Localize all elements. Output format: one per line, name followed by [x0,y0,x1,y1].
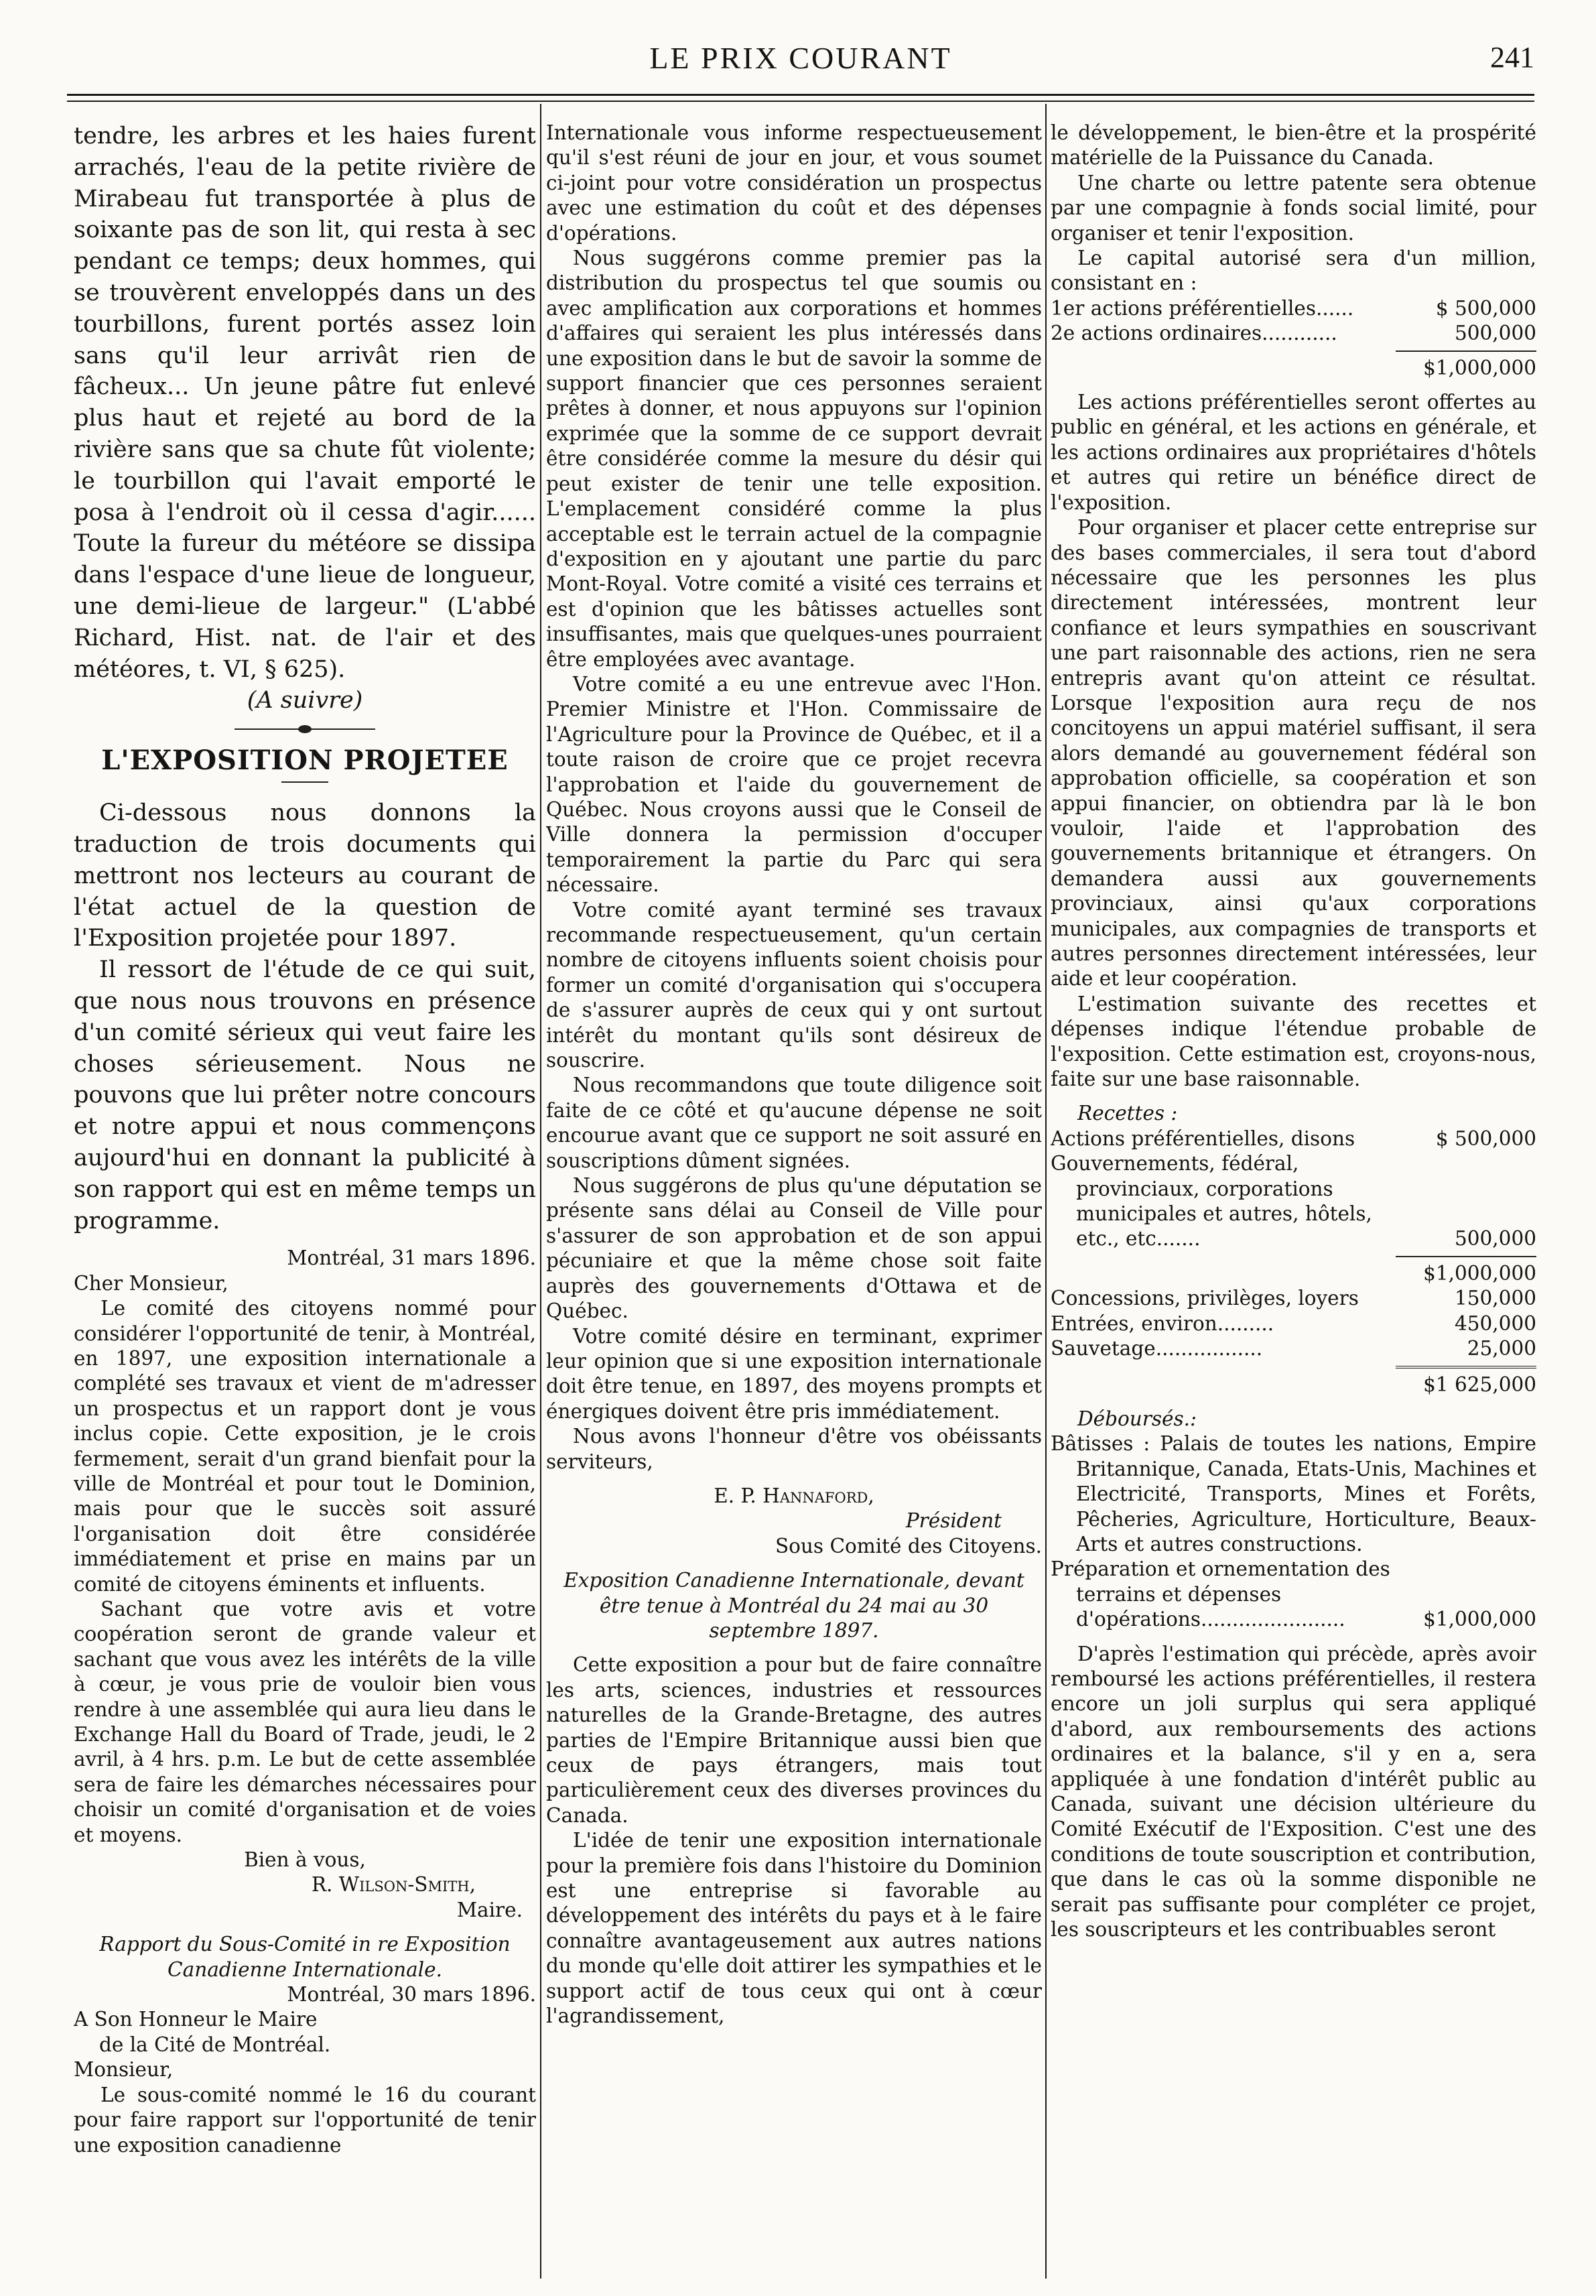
page-number: 241 [1490,41,1534,74]
letter-paragraph: Sachant que votre avis et votre coopération seront de grande valeur et sachant que vous avez les intérêts de la ville à cœur, je vous prie de vouloir bien vous rendre à une assemblée qui aura lieu dans le Exchange Hall du Board of Trade, jeudi, le 2 avril, à 4 hrs. p.m. Le but de cette assemblée sera de faire les démarches nécessaires pour choisir un comité d'organisation et de voies et moyens. [74,1597,536,1846]
to-be-continued: (A suivre) [247,687,363,714]
expense-amount: $1,000,000 [1423,1608,1536,1631]
prospectus-paragraph: Pour organiser et placer cette entreprise sur des bases commerciales, il sera tout d'abord nécessaire que les personnes les plus directement intéressées, montrent leur confiance et leurs sympathies en souscrivant une part raisonnable des actions, rien ne sera entrepris avant qu'on atteint ce résultat. Lorsque l'exposition aura reçu de nos concitoyens un appui matériel suffisant, il sera alors demandé au gouvernement fédéral son approbation officielle, sa coopération et son appui financier, on obtiendra par là le bon vouloir, l'aide et l'approbation des gouvernements britannique et étrangers. On demandera aussi aux gouvernements provinciaux, ainsi qu'aux corporations municipales, aux compagnies de transports et autres personnes directement intéressées, leur aide et leur coopération. [1051,516,1536,991]
capital-total: $1,000,000 [1423,356,1536,379]
prospectus-paragraph: Une charte ou lettre patente sera obtenue par une compagnie à fonds social limité, pour organiser et tenir l'exposition. [1051,171,1536,245]
receipts-heading: Recettes : [1077,1102,1178,1125]
ornament-divider [235,728,375,730]
letter-paragraph: Le comité des citoyens nommé pour considérer l'opportunité de tenir, à Montréal, en 1897, une exposition internationale a complété ses travaux et vient de m'adresser un prospectus et un rapport dont je vous inclus copie. Cette exposition, je le crois fermement, serait d'un grand bienfait pour la ville de Montréal et pour tout le Dominion, mais pour que le succès soit assuré l'organisation doit être considérée immédiatement et prise en mains par un comité de citoyens éminents et influents. [74,1297,536,1596]
prospectus-title: Exposition Canadienne Internationale, devant être tenue à Montréal du 24 mai au 30 septembre 1897. [563,1569,1024,1642]
paragraph: Ci-dessous nous donnons la traduction de trois documents qui mettront nos lecteurs au courant de l'état actuel de la question de l'Exposition projetée pour 1897. [74,800,536,952]
receipt-label: Gouvernements, fédéral, provinciaux, corporations municipales et autres, hôtels, etc., etc....... [1051,1152,1372,1251]
header-rule [67,94,1534,96]
receipt-subtotal: $1,000,000 [1423,1261,1536,1285]
report-paragraph: Internationale vous informe respectueusement qu'il s'est réuni de jour en jour, et vous soumet ci-joint pour votre considération un prospectus avec une estimation du coût et des dépenses d'opérations. [546,121,1042,245]
signature-role: Maire. [456,1898,523,1921]
signature-role: Président [905,1509,1002,1533]
total-rule [1396,1366,1536,1368]
prospectus-paragraph: le développement, le bien-être et la prospérité matérielle de la Puissance du Canada. [1051,121,1536,170]
letter-closing: Bien à vous, [244,1848,366,1872]
letter-signature: R. Wilson-Smith, [311,1873,476,1897]
capital-label: 2e actions ordinaires............ [1051,322,1337,345]
receipt-amount: 450,000 [1455,1312,1536,1335]
column-3 [1051,121,1536,2272]
header-rule-thin [67,101,1534,102]
receipt-amount: 150,000 [1455,1287,1536,1310]
report-paragraph: Votre comité a eu une entrevue avec l'Hon. Premier Ministre et l'Hon. Commissaire de l'Agriculture pour la Province de Québec, et il a toute raison de croire que ce projet recevra l'approbation et l'aide du gouvernement de Québec. Nous croyons aussi que le Conseil de Ville donnera la permission d'occuper temporairement la partie du Parc qui sera nécessaire. [546,672,1042,897]
expense-label: Préparation et ornementation des terrains et dépenses d'opérations....................... [1051,1557,1390,1631]
column-divider [1045,104,1047,2279]
continued-text: tendre, les arbres et les haies furent arrachés, l'eau de la petite rivière de Mirabeau fut transportée à plus de soixante pas de son lit, qui resta à sec pendant ce temps; deux hommes, qui se trouvèrent enveloppés dans un des tourbillons, furent portés assez loin sans qu'il leur arrivât rien de fâcheux... Un jeune pâtre fut enlevé plus haut et rejeté au bord de la rivière sans que sa chute fût violente; le tourbillon qui l'avait emporté le posa à l'endroit où il cessa d'agir...... Toute la fureur du météore se dissipa dans l'espace d'une lieue de longueur, une demi-lieue de largeur." (L'abbé Richard, Hist. nat. de l'air et des météores, t. VI, § 625). [74,123,536,683]
receipt-row [1051,1312,1536,1336]
capital-total-row [1051,356,1536,381]
prospectus-paragraph: Les actions préférentielles seront offertes au public en général, et les actions en générale, et les actions ordinaires aux propriétaires d'hôtels et autres qui retire un bénéfice direct de l'exposition. [1051,391,1536,514]
address-line: de la Cité de Montréal. [99,2033,331,2056]
report-paragraph: Nous avons l'honneur d'être vos obéissants serviteurs, [546,1425,1042,1473]
receipt-row [1051,1151,1536,1252]
expense-item: Bâtisses : Palais de toutes les nations, Empire Britannique, Canada, Etats-Unis, Machines et Electricité, Transports, Mines et Forêts, Pêcheries, Agriculture, Horticulture, Beaux-Arts et autres constructions. [1051,1432,1536,1555]
column-1 [74,121,536,2272]
column-divider [540,104,541,2279]
report-paragraph: Nous suggérons comme premier pas la distribution du prospectus tel que soumis ou avec amplification aux corporations et hommes d'affaires qui seraient les plus intéressés dans une exposition dans le but de savoir la somme de support financier que ces personnes seraient prêtes à donner, et nous appuyons sur l'opinion exprimée que la somme de ce support devrait être considérée comme la mesure du désir qui peut exister de tenir une telle exposition. L'emplacement considéré comme la plus acceptable est le terrain actuel de la compagnie d'exposition en y ajoutant une partie du parc Mont-Royal. Votre comité a visité ces terrains et est d'opinion que les bâtisses actuelles sont insuffisantes, mais que quelques-unes pourraient être employées avec avantage. [546,247,1042,671]
receipt-amount: 25,000 [1467,1337,1536,1360]
capital-amount: 500,000 [1455,322,1536,345]
receipt-label: Sauvetage................. [1051,1337,1263,1360]
page-header [67,40,1534,87]
receipt-row [1051,1286,1536,1311]
capital-row [1051,321,1536,346]
address-line: A Son Honneur le Maire [74,2008,318,2031]
article-title: L'EXPOSITION PROJETEE [101,745,509,777]
report-signature: E. P. Hannaford, [714,1484,874,1507]
prospectus-paragraph: Cette exposition a pour but de faire connaître les arts, sciences, industries et ressources naturelles de la Grande-Bretagne, des autres parties de l'Empire Britannique aussi bien que ceux de pays étrangers, mais tout particulièrement ceux des diverses provinces du Canada. [546,1653,1042,1827]
receipt-label: Actions préférentielles, disons [1051,1127,1355,1150]
sum-rule [1396,350,1536,352]
capital-row [1051,296,1536,321]
signature-organization: Sous Comité des Citoyens. [775,1534,1042,1557]
receipt-total-row [1051,1373,1536,1397]
prospectus-paragraph: L'estimation suivante des recettes et dépenses indique l'étendue probable de l'exposition. Cette estimation est, croyons-nous, faite sur une base raisonnable. [1051,992,1536,1091]
letter-salutation: Cher Monsieur, [74,1271,228,1295]
sum-rule [1396,1256,1536,1257]
receipt-amount: 500,000 [1455,1227,1536,1251]
report-salutation: Monsieur, [74,2058,174,2082]
report-paragraph: Nous recommandons que toute diligence soit faite de ce côté et qu'aucune dépense ne soit encourue avant que ce support ne soit assuré en souscriptions dûment signées. [546,1074,1042,1172]
column-2 [546,121,1042,2272]
expense-row [1051,1557,1536,1632]
capital-amount: $ 500,000 [1435,296,1536,320]
letter-date: Montréal, 31 mars 1896. [287,1247,536,1270]
report-date: Montréal, 30 mars 1896. [287,1983,536,2006]
capital-label: 1er actions préférentielles...... [1051,296,1354,320]
receipt-label: Concessions, privilèges, loyers [1051,1287,1359,1310]
receipt-amount: $ 500,000 [1435,1127,1536,1150]
publication-title: LE PRIX COURANT [649,41,952,75]
prospectus-paragraph: Le capital autorisé sera d'un million, consistant en : [1051,247,1536,295]
report-paragraph: Le sous-comité nommé le 16 du courant pour faire rapport sur l'opportunité de tenir une exposition canadienne [74,2083,536,2157]
report-paragraph: Votre comité ayant terminé ses travaux recommande respectueusement, qu'un certain nombre de citoyens influents soient choisis pour former un comité d'organisation qui s'occupera de s'assurer auprès de ceux qui y ont surtout intérêt du montant qu'ils sont désireux de souscrire. [546,898,1042,1072]
receipt-subtotal-row [1051,1261,1536,1286]
receipt-row [1051,1336,1536,1361]
paragraph: Il ressort de l'étude de ce qui suit, que nous nous trouvons en présence d'un comité sérieux qui veut faire les choses sérieusement. Nous ne pouvons que lui prêter notre concours et notre appui et nous commençons aujourd'hui en donnant la publicité à son rapport qui est en même temps un programme. [74,956,536,1234]
title-rule [281,781,328,783]
receipt-total: $1 625,000 [1423,1373,1536,1396]
prospectus-paragraph: L'idée de tenir une exposition internationale pour la première fois dans l'histoire du Dominion est une entreprise si favorable au développement des intérêts du pays et à le faire connaître avantageusement aux autres nations du monde qu'elle doit attirer les sympathies et le support actif de tous ceux qui ont à cœur l'agrandissement, [546,1829,1042,2028]
prospectus-paragraph: D'après l'estimation qui précède, après avoir remboursé les actions préférentielles, il restera encore un joli surplus qui sera appliqué d'abord, aux remboursements des actions ordinaires et la balance, s'il y en a, sera appliquée à une fondation d'intérêt public au Canada, suivant une décision ultérieure du Comité Exécutif de l'Exposition. C'est une des conditions de toute souscription et contribution, que dans le cas où la somme disponible ne serait pas suffisante pour compléter ce projet, les souscripteurs et les contribuables seront [1051,1642,1536,1941]
report-title: Rapport du Sous-Comité in re Exposition Canadienne Internationale. [99,1933,511,1981]
report-paragraph: Nous suggérons de plus qu'une députation se présente sans délai au Conseil de Ville pour s'assurer de son approbation et de son appui pécuniaire et que la même chose soit faite auprès des gouvernements d'Ottawa et de Québec. [546,1174,1042,1323]
receipt-row [1051,1127,1536,1151]
expenses-heading: Déboursés.: [1077,1407,1197,1430]
receipt-label: Entrées, environ......... [1051,1312,1274,1335]
report-paragraph: Votre comité désire en terminant, exprimer leur opinion que si une exposition internationale doit être tenue, en 1897, des moyens prompts et énergiques doivent être pris immédiatement. [546,1324,1042,1423]
